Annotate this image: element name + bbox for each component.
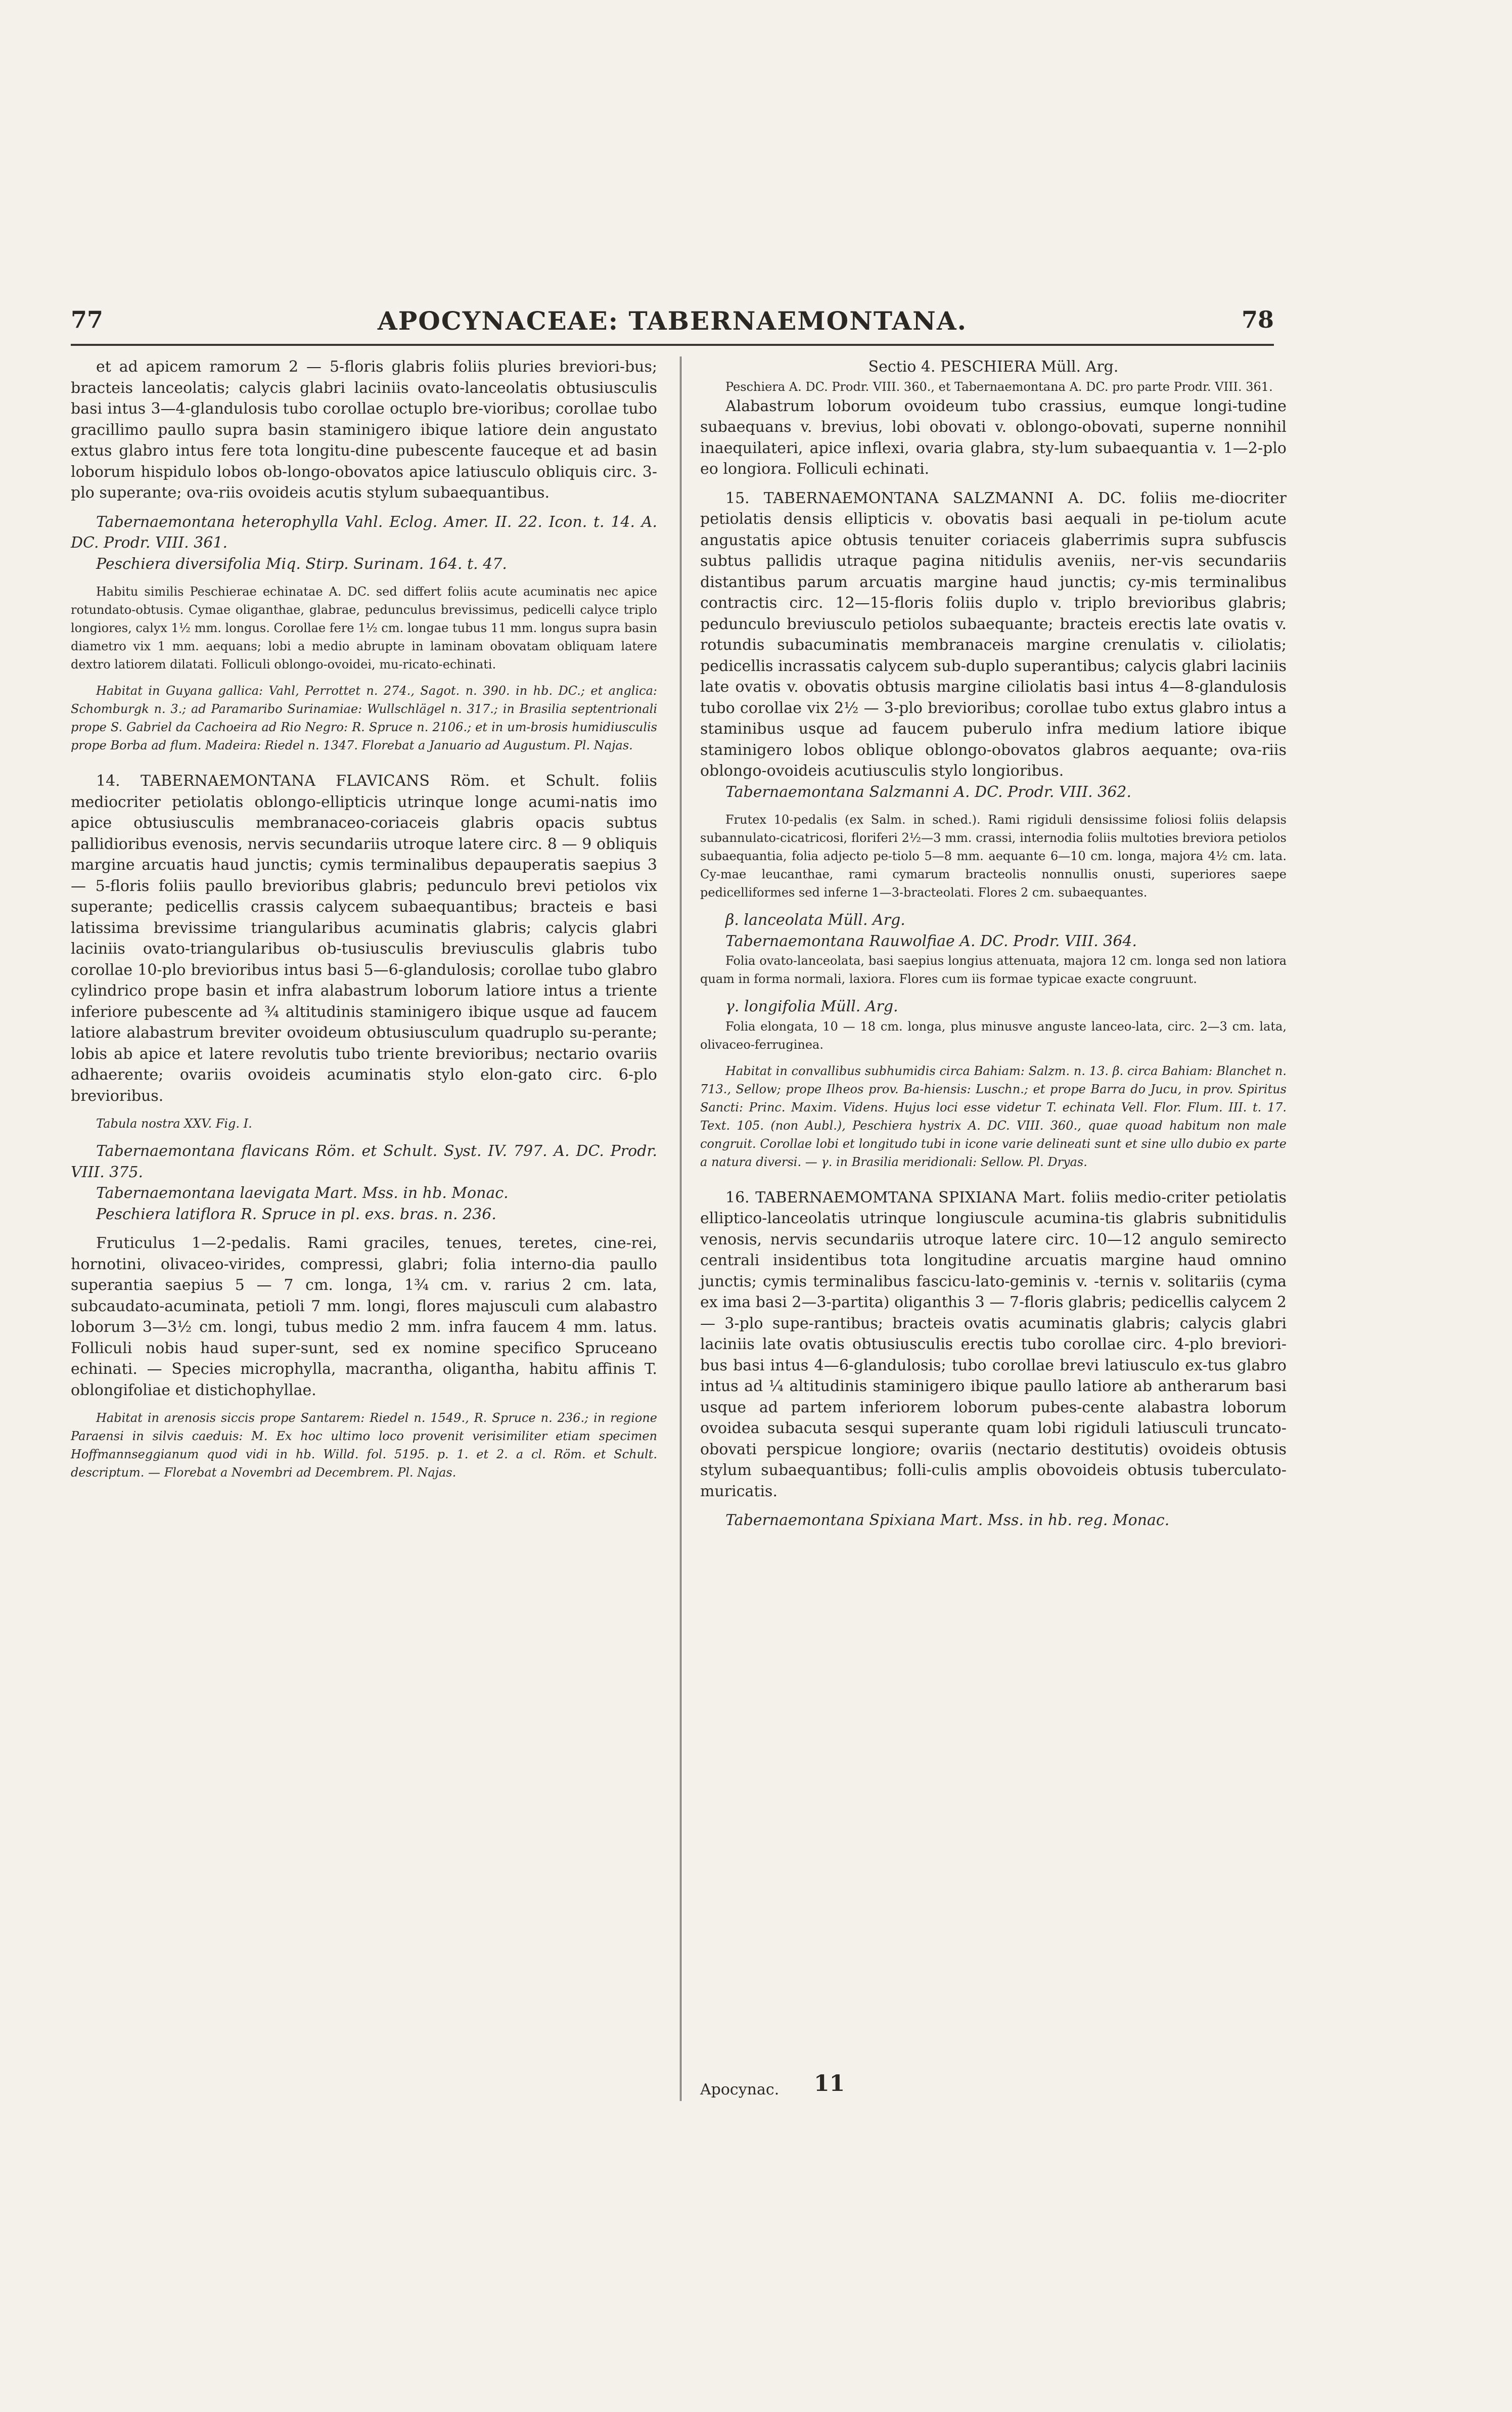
text-block: Peschiera A. DC. Prodr. VIII. 360., et Tabernaemontana A. DC. pro parte Prodr. VIII. 361. (725, 379, 1273, 394)
text-block: Tabernaemontana Spixiana Mart. Mss. in hb. reg. Monac. (725, 1511, 1170, 1529)
spacer (71, 754, 657, 771)
spacer (700, 802, 1287, 811)
text-block: Tabernaemontana Salzmanni A. DC. Prodr. VIII. 362. (725, 783, 1132, 801)
column-divider (680, 356, 681, 2101)
body-paragraph: 16. TABERNAEMOMTANA SPIXIANA Mart. foliis medio-criter petiolatis elliptico-lanceolatis utrinque longiuscule acumina-tis glabris subnitidulis venosis, nervis secundariis utroque latere circ. 10—12 angulo semirecto centrali insidentibus tota longitudine arcuatis margine haud omnino junctis; cymis terminalibus fascicu-lato-geminis v. -ternis v. solitariis (cyma ex ima basi 2—3-partita) oliganthis 3 — 7-floris glabris; pedicellis calycem 2 — 3-plo supe-rantibus; bracteis ovatis acuminatis glabris; calycis glabri laciniis late ovatis obtusiusculis erectis tubo corollae circ. 4-plo breviori-bus basi intus 4—6-glandulosis; tubo corollae brevi latiusculo ex-tus glabro intus ad ¼ altitudinis staminigero ibique paullo latiore ab antherarum basi usque ad partem inferiorem loborum pubes-cente alabastra loborum ovoidea subacuta sesqui superante quam lobi rigiduli latiusculi truncato-obovati perspicue longiore; ovariis (nectario destitutis) ovoideis obtusis stylum subaequantibus; folli-culis amplis obovoideis obtusis tuberculato-muricatis. (700, 1188, 1287, 1500)
text-block: Folia ovato-lanceolata, basi saepius longius attenuata, majora 12 cm. longa sed non latiora quam in forma normali, laxiora. Flores cum iis formae typicae exacte congruunt. (700, 954, 1287, 986)
header-rule (71, 344, 1274, 346)
body-paragraph: 14. TABERNAEMONTANA FLAVICANS Röm. et Schult. foliis mediocriter petiolatis oblongo-ellipticis utrinque longe acumi-natis imo apice obtusiusculis membranaceo-coriaceis glabris opacis subtus pallidioribus evenosis, nervis secundariis utroque latere circ. 8 — 9 obliquis margine arcuatis haud junctis; cymis terminalibus depauperatis saepius 3 — 5-floris foliis paullo brevioribus glabris; pedunculo brevi petiolos vix superante; pedicellis crassis calycem subaequantibus; bracteis e basi latissima brevissime triangularibus acuminatis glabris; calycis glabri laciniis ovato-triangularibus ob-tusiusculis breviusculis glabris tubo corollae 10-plo brevioribus intus basi 5—6-glandulosis; corollae tubo glabro cylindrico prope basin et infra alabastrum loborum latiore intus a triente inferiore pubescente ad ¾ altitudinis staminigero ibique usque ad faucem latiore alabastrum breviter ovoideum obtusiusculum quadruplo su-perante; lobis ab apice et latere revolutis tubo triente brevioribus; nectario ovariis adhaerente; ovariis ovoideis acuminatis stylo elon-gato circ. 6-plo brevioribus. (71, 772, 657, 1105)
body-paragraph: et ad apicem ramorum 2 — 5-floris glabris foliis pluries breviori-bus; bracteis lanceolatis; calycis glabri laciniis ovato-lanceolatis obtusiusculis basi intus 3—4-glandulosis tubo corollae octuplo bre-vioribus; corollae tubo gracillimo paullo supra basin staminigero ibique latiore dein angustato extus glabro intus fere tota longitu-dine pubescente fauceque et ad basin loborum hispidulo lobos ob-longo-obovatos apice latiusculo obliquis circ. 3-plo superante; ova-riis ovoideis acutis stylum subaequantibus. (71, 358, 657, 502)
text-block: Tabernaemontana Rauwolfiae A. DC. Prodr. VIII. 364. (725, 932, 1137, 950)
text-block: Tabernaemontana flavicans Röm. et Schult. Syst. IV. 797. A. DC. Prodr. VIII. 375. (71, 1142, 657, 1181)
right-column (700, 356, 1287, 1531)
running-title: APOCYNACEAE: TABERNAEMONTANA. (377, 306, 968, 336)
spacer (71, 1133, 657, 1141)
text-block: Peschiera diversifolia Miq. Stirp. Surinam. 164. t. 47. (96, 555, 507, 573)
spacer (71, 1106, 657, 1114)
page-number-right: 78 (1241, 306, 1274, 333)
signature-number: 11 (814, 2071, 845, 2096)
spacer (700, 1171, 1287, 1187)
body-paragraph: 15. TABERNAEMONTANA SALZMANNI A. DC. foliis me-diocriter petiolatis densis ellipticis v. obovatis basi aequali in pe-tiolum acute angustatis apice obtusis tenuiter coriaceis glaberrimis supra subfuscis subtus pallidis utraque pagina nitidulis aveniis, ner-vis secundariis distantibus parum arcuatis margine haud junctis; cy-mis terminalibus contractis circ. 12—15-floris foliis duplo v. triplo brevioribus glabris; pedunculo breviusculo petiolos subaequante; bracteis erectis late ovatis v. rotundis subacuminatis membranaceis margine crenulatis v. ciliolatis; pedicellis incrassatis calycem sub-duplo superantibus; calycis glabri laciniis late ovatis v. obovatis obtusis margine ciliolatis basi intus 4—8-glandulosis tubo corollae vix 2½ — 3-plo brevioribus; corollae tubo extus glabro intus a staminibus usque ad faucem puberulo infra medium latiore ibique staminigero lobos oblique oblongo-obovatos glabros aequante; ova-riis oblongo-ovoideis acutiusculis stylo longioribus. (700, 489, 1287, 780)
text-block: Tabula nostra XXV. Fig. I. (96, 1116, 252, 1131)
text-block: Tabernaemontana laevigata Mart. Mss. in hb. Monac. (96, 1184, 509, 1202)
left-column (71, 356, 657, 1482)
page-number-left: 77 (71, 306, 104, 333)
text-block: Tabernaemontana heterophylla Vahl. Eclog. Amer. II. 22. Icon. t. 14. A. DC. Prodr. VIII. 361. (71, 513, 657, 552)
page-header (71, 306, 1274, 346)
spacer (700, 1054, 1287, 1062)
body-paragraph: Alabastrum loborum ovoideum tubo crassius, eumque longi-tudine subaequans v. brevius, lobi obovati v. oblongo-obovati, superne nonnihil inaequilateri, apice inflexi, ovaria glabra, sty-lum subaequantia v. 1—2-plo eo longiora. Folliculi echinati. (700, 397, 1287, 478)
text-block: Folia elongata, 10 — 18 cm. longa, plus minusve anguste lanceo-lata, circ. 2—3 cm. lata, olivaceo-ferruginea. (700, 1019, 1287, 1052)
spacer (700, 902, 1287, 910)
text-block: Frutex 10-pedalis (ex Salm. in sched.). Rami rigiduli densissime foliosi foliis delapsis subannulato-cicatricosi, floriferi 2½—3 mm. crassi, internodia foliis multoties breviora petiolos subaequantia, folia adjecto pe-tiolo 5—8 mm. aequante 6—10 cm. longa, majora 4½ cm. lata. Cy-mae leucanthae, rami cymarum bracteolis nonnullis onusti, superiores saepe pedicelliformes sed inferne 1—3-bracteolati. Flores 2 cm. subaequantes. (700, 813, 1287, 900)
spacer (71, 504, 657, 512)
spacer (71, 574, 657, 583)
text-block: Peschiera latiflora R. Spruce in pl. exs. bras. n. 236. (96, 1205, 496, 1223)
text-block: β. lanceolata Müll. Arg. (725, 911, 905, 929)
spacer (700, 1502, 1287, 1510)
section-heading: Sectio 4. PESCHIERA Müll. Arg. (868, 358, 1119, 376)
text-block: Habitat in convallibus subhumidis circa Bahiam: Salzm. n. 13. β. circa Bahiam: Blanchet n. 713., Sellow; prope Ilheos prov. Ba-hiensis: Luschn.; et prope Barra do Jucu, in prov. Spiritus Sancti: Princ. Maxim. Videns. Hujus loci esse videtur T. echinata Vell. Flor. Flum. III. t. 17. Text. 105. (non Aubl.), Peschiera hystrix A. DC. VIII. 360., quae quoad habitum non male congruit. Corollae lobi et longitudo tubi in icone varie delineati sunt et sine ullo dubio ex parte a natura diversi. — γ. in Brasilia meridionali: Sellow. Pl. Dryas. (700, 1063, 1287, 1169)
text-block: Habitat in arenosis siccis prope Santarem: Riedel n. 1549., R. Spruce n. 236.; in regione Paraensi in silvis caeduis: M. Ex hoc ultimo loco provenit verisimiliter etiam specimen Hoffmannseggianum quod vidi in hb. Willd. fol. 5195. p. 1. et 2. a cl. Röm. et Schult. descriptum. — Florebat a Novembri ad Decembrem. Pl. Najas. (71, 1411, 657, 1480)
signature-mark: Apocynac. (700, 2081, 780, 2098)
spacer (71, 674, 657, 682)
text-block: Habitat in Guyana gallica: Vahl, Perrottet n. 274., Sagot. n. 390. in hb. DC.; et anglica: Schomburgk n. 3.; ad Paramaribo Surinamiae: Wullschlägel n. 317.; in Brasilia septentrionali prope S. Gabriel da Cachoeira ad Rio Negro: R. Spruce n. 2106.; et in um-brosis humidiusculis prope Borba ad flum. Madeira: Riedel n. 1347. Florebat a Januario ad Augustum. Pl. Najas. (71, 684, 657, 752)
spacer (71, 1401, 657, 1409)
spacer (71, 1225, 657, 1233)
text-block: Habitu similis Peschierae echinatae A. DC. sed differt foliis acute acuminatis nec apice rotundato-obtusis. Cymae oliganthae, glabrae, pedunculus brevissimus, pedicelli calyce triplo longiores, calyx 1½ mm. longus. Corollae fere 1½ cm. longae tubus 11 mm. longus supra basin diametro vix 1 mm. aequans; lobi a medio abrupte in laminam obovatam obliquam latere dextro latiorem dilatati. Folliculi oblongo-ovoidei, mu-ricato-echinati. (71, 585, 657, 672)
spacer (700, 988, 1287, 996)
body-paragraph: Fruticulus 1—2-pedalis. Rami graciles, tenues, teretes, cine-rei, hornotini, olivaceo-virides, compressi, glabri; folia interno-dia paullo superantia saepius 5 — 7 cm. longa, 1¾ cm. v. rarius 2 cm. lata, subcaudato-acuminata, petioli 7 mm. longi, flores majusculi cum alabastro loborum 3—3½ cm. longi, tubus medio 2 mm. infra faucem 4 mm. latus. Folliculi nobis haud super-sunt, sed ex nomine specifico Spruceano echinati. — Species microphylla, macrantha, oligantha, habitu affinis T. oblongifoliae et distichophyllae. (71, 1234, 657, 1399)
spacer (700, 480, 1287, 488)
text-block: γ. longifolia Müll. Arg. (725, 998, 898, 1015)
